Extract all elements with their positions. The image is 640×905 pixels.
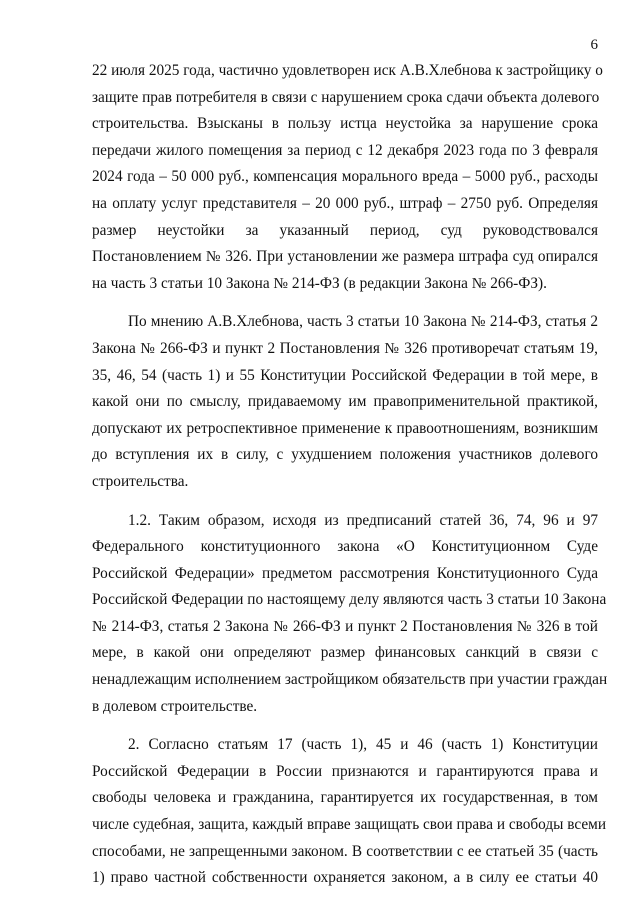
text-line: на оплату услуг представителя – 20 000 руб., штраф – 2750 руб. Определяя	[92, 194, 598, 212]
text-line: ненадлежащим исполнением застройщиком обязательств при участии граждан	[92, 671, 608, 689]
text-line: Федерального конституционного закона «О Конституционном Суде	[92, 538, 598, 556]
text-line: № 214-ФЗ, статья 2 Закона № 266-ФЗ и пункт 2 Постановления № 326 в той	[92, 617, 598, 635]
page-number: 6	[590, 37, 598, 53]
text-line: мере, в какой они определяют размер финансовых санкций в связи с	[92, 644, 598, 662]
text-line: Закона № 266-ФЗ и пункт 2 Постановления № 326 противоречат статьям 19,	[92, 339, 598, 357]
text-line: какой они по смыслу, придаваемому им правоприменительной практикой,	[92, 393, 598, 411]
text-line: допускают их ретроспективное применение к правоотношениям, возникшим	[92, 419, 598, 437]
text-line: Российской Федерации в России признаются и гарантируются права и	[92, 762, 598, 780]
text-line: 1) право частной собственности охраняется законом, а в силу ее статьи 40	[92, 869, 598, 887]
text-line: на часть 3 статьи 10 Закона № 214-ФЗ (в редакции Закона № 266-ФЗ).	[92, 274, 547, 292]
paragraph	[92, 508, 608, 721]
text-line: 1.2. Таким образом, исходя из предписаний статей 36, 74, 96 и 97	[128, 511, 598, 529]
text-line: Российской Федерации» предметом рассмотрения Конституционного Суда	[92, 564, 598, 582]
text-line: свободы человека и гражданина, гарантируется их государственная, в том	[92, 789, 598, 807]
text-line: 2024 года – 50 000 руб., компенсация морального вреда – 5000 руб., расходы	[92, 168, 598, 186]
text-line: в долевом строительстве.	[92, 697, 258, 715]
text-line: передачи жилого помещения за период с 12 декабря 2023 года по 3 февраля	[92, 141, 598, 159]
text-line: до вступления их в силу, с ухудшением положения участников долевого	[92, 446, 598, 464]
paragraph	[92, 58, 603, 297]
document-body	[92, 58, 608, 904]
text-line: строительства. Взысканы в пользу истца неустойка за нарушение срока	[92, 115, 598, 133]
text-line: 22 июля 2025 года, частично удовлетворен иск А.В.Хлебнова к застройщику о	[92, 62, 603, 79]
text-line: числе судебная, защита, каждый вправе защищать свои права и свободы всеми	[92, 816, 607, 834]
paragraph	[92, 732, 607, 892]
text-line: Постановлением № 326. При установлении же размера штрафа суд опирался	[92, 248, 598, 266]
text-line: По мнению А.В.Хлебнова, часть 3 статьи 10 Закона № 214-ФЗ, статья 2	[128, 313, 598, 331]
text-line: способами, не запрещенными законом. В соответствии с ее статьей 35 (часть	[92, 842, 598, 860]
text-line: 35, 46, 54 (часть 1) и 55 Конституции Российской Федерации в той мере, в	[92, 366, 598, 384]
paragraph	[92, 309, 598, 495]
text-line: размер неустойки за указанный период, суд руководствовался	[92, 221, 598, 239]
text-line: защите прав потребителя в связи с нарушением срока сдачи объекта долевого	[92, 88, 600, 106]
text-line: Российской Федерации по настоящему делу являются часть 3 статьи 10 Закона	[92, 591, 607, 609]
text-line: строительства.	[92, 472, 189, 490]
text-line: 2. Согласно статьям 17 (часть 1), 45 и 46 (часть 1) Конституции	[128, 736, 598, 754]
